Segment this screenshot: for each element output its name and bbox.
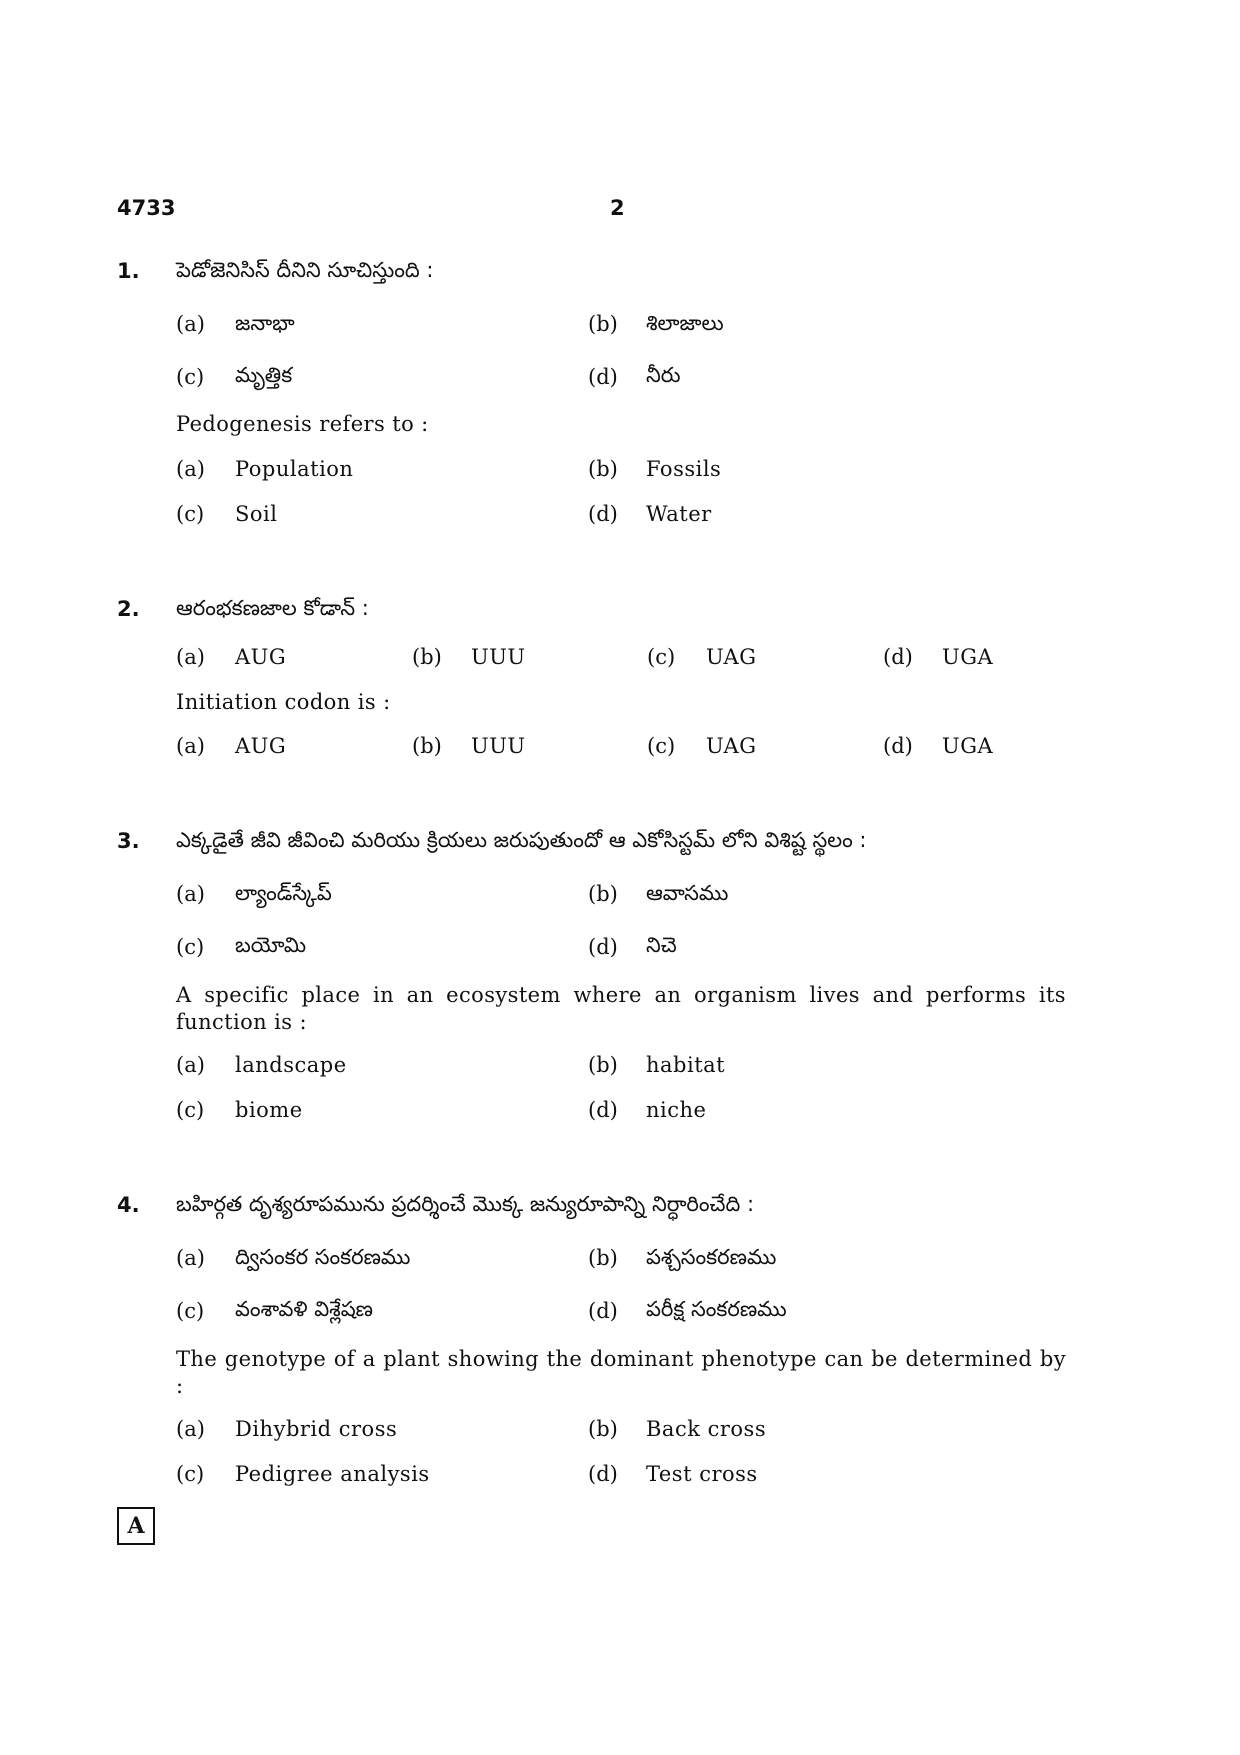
option-label: (a) <box>176 1246 205 1270</box>
option-label: (c) <box>176 1098 205 1122</box>
option-text: UAG <box>706 734 757 758</box>
option-label: (b) <box>588 882 618 906</box>
option-label: (a) <box>176 645 205 669</box>
option-label: (b) <box>412 734 442 758</box>
option-label: (a) <box>176 312 205 336</box>
option-label: (b) <box>588 457 618 481</box>
option-text-telugu: ఆవాసము <box>646 881 729 905</box>
question-number: 2. <box>117 597 140 621</box>
option-text-english: biome <box>235 1098 303 1122</box>
option-label: (d) <box>588 1098 618 1122</box>
option-label: (a) <box>176 734 205 758</box>
option-label: (d) <box>588 935 618 959</box>
option-label: (b) <box>588 1417 618 1441</box>
question-text-english: A specific place in an ecosystem where an organism lives and performs its function is : <box>176 983 1066 1034</box>
option-text-telugu: బయోమి <box>235 933 307 957</box>
option-label: (a) <box>176 1053 205 1077</box>
option-label: (c) <box>647 734 676 758</box>
option-text-english: Fossils <box>646 457 722 481</box>
option-text-english: Test cross <box>646 1462 758 1486</box>
option-label: (d) <box>588 1299 618 1323</box>
option-label: (c) <box>176 1462 205 1486</box>
question-text-telugu: పెడోజెనిసిస్ దీనిని సూచిస్తుంది : <box>176 258 434 282</box>
option-text-english: Back cross <box>646 1417 767 1441</box>
question-text-telugu: ఆరంభకణజాల కోడాన్ : <box>176 596 369 620</box>
option-text-telugu: జనాభా <box>235 311 295 335</box>
option-text: UGA <box>942 645 994 669</box>
option-label: (d) <box>588 502 618 526</box>
option-label: (c) <box>176 502 205 526</box>
option-label: (a) <box>176 882 205 906</box>
option-label: (c) <box>176 935 205 959</box>
option-text-telugu: ల్యాండ్‌స్కేప్ <box>235 881 332 905</box>
booklet-series-box <box>117 1507 155 1545</box>
option-label: (b) <box>588 1053 618 1077</box>
option-label: (b) <box>588 312 618 336</box>
option-text: UAG <box>706 645 757 669</box>
page-number: 2 <box>610 196 625 220</box>
option-text-english: Soil <box>235 502 278 526</box>
option-label: (b) <box>412 645 442 669</box>
option-text-english: Dihybrid cross <box>235 1417 398 1441</box>
option-label: (d) <box>883 645 913 669</box>
booklet-series-label: A <box>127 1513 145 1539</box>
option-text-english: habitat <box>646 1053 726 1077</box>
option-text-telugu: నీరు <box>646 363 681 387</box>
paper-code: 4733 <box>117 196 176 220</box>
option-label: (d) <box>588 1462 618 1486</box>
option-label: (c) <box>176 365 205 389</box>
question-text-telugu: బహిర్గత దృశ్యరూపమును ప్రదర్శించే మొక్క జన్యురూపాన్ని నిర్ధారించేది : <box>176 1192 755 1216</box>
question-number: 3. <box>117 829 140 853</box>
option-text: UUU <box>471 645 526 669</box>
option-text-english: Water <box>646 502 712 526</box>
option-label: (a) <box>176 1417 205 1441</box>
option-text-english: landscape <box>235 1053 347 1077</box>
option-text-telugu: ద్విసంకర సంకరణము <box>235 1245 411 1269</box>
option-text: UGA <box>942 734 994 758</box>
question-text-english: Pedogenesis refers to : <box>176 412 429 436</box>
option-text-telugu: శిలాజాలు <box>646 311 724 335</box>
option-text-english: niche <box>646 1098 707 1122</box>
option-text-telugu: పరీక్ష సంకరణము <box>646 1297 787 1321</box>
option-text-telugu: నిచె <box>646 933 677 957</box>
option-text-telugu: పశ్చసంకరణము <box>646 1245 777 1269</box>
option-label: (c) <box>647 645 676 669</box>
option-text-english: Population <box>235 457 354 481</box>
option-label: (b) <box>588 1246 618 1270</box>
option-text-english: Pedigree analysis <box>235 1462 430 1486</box>
question-number: 1. <box>117 259 140 283</box>
option-text: AUG <box>235 734 287 758</box>
option-text-telugu: మృత్తిక <box>235 363 293 387</box>
option-label: (a) <box>176 457 205 481</box>
option-label: (d) <box>883 734 913 758</box>
option-text: UUU <box>471 734 526 758</box>
question-text-english: Initiation codon is : <box>176 690 391 714</box>
option-label: (c) <box>176 1299 205 1323</box>
option-text: AUG <box>235 645 287 669</box>
option-text-telugu: వంశావళి విశ్లేషణ <box>235 1297 374 1321</box>
option-label: (d) <box>588 365 618 389</box>
question-text-telugu: ఎక్కడైతే జీవి జీవించి మరియు క్రియలు జరుపుతుందో ఆ ఎకోసిస్టమ్ లోని విశిష్ట స్థలం : <box>176 828 867 852</box>
question-text-english: The genotype of a plant showing the dominant phenotype can be determined by : <box>176 1347 1066 1398</box>
question-number: 4. <box>117 1193 140 1217</box>
